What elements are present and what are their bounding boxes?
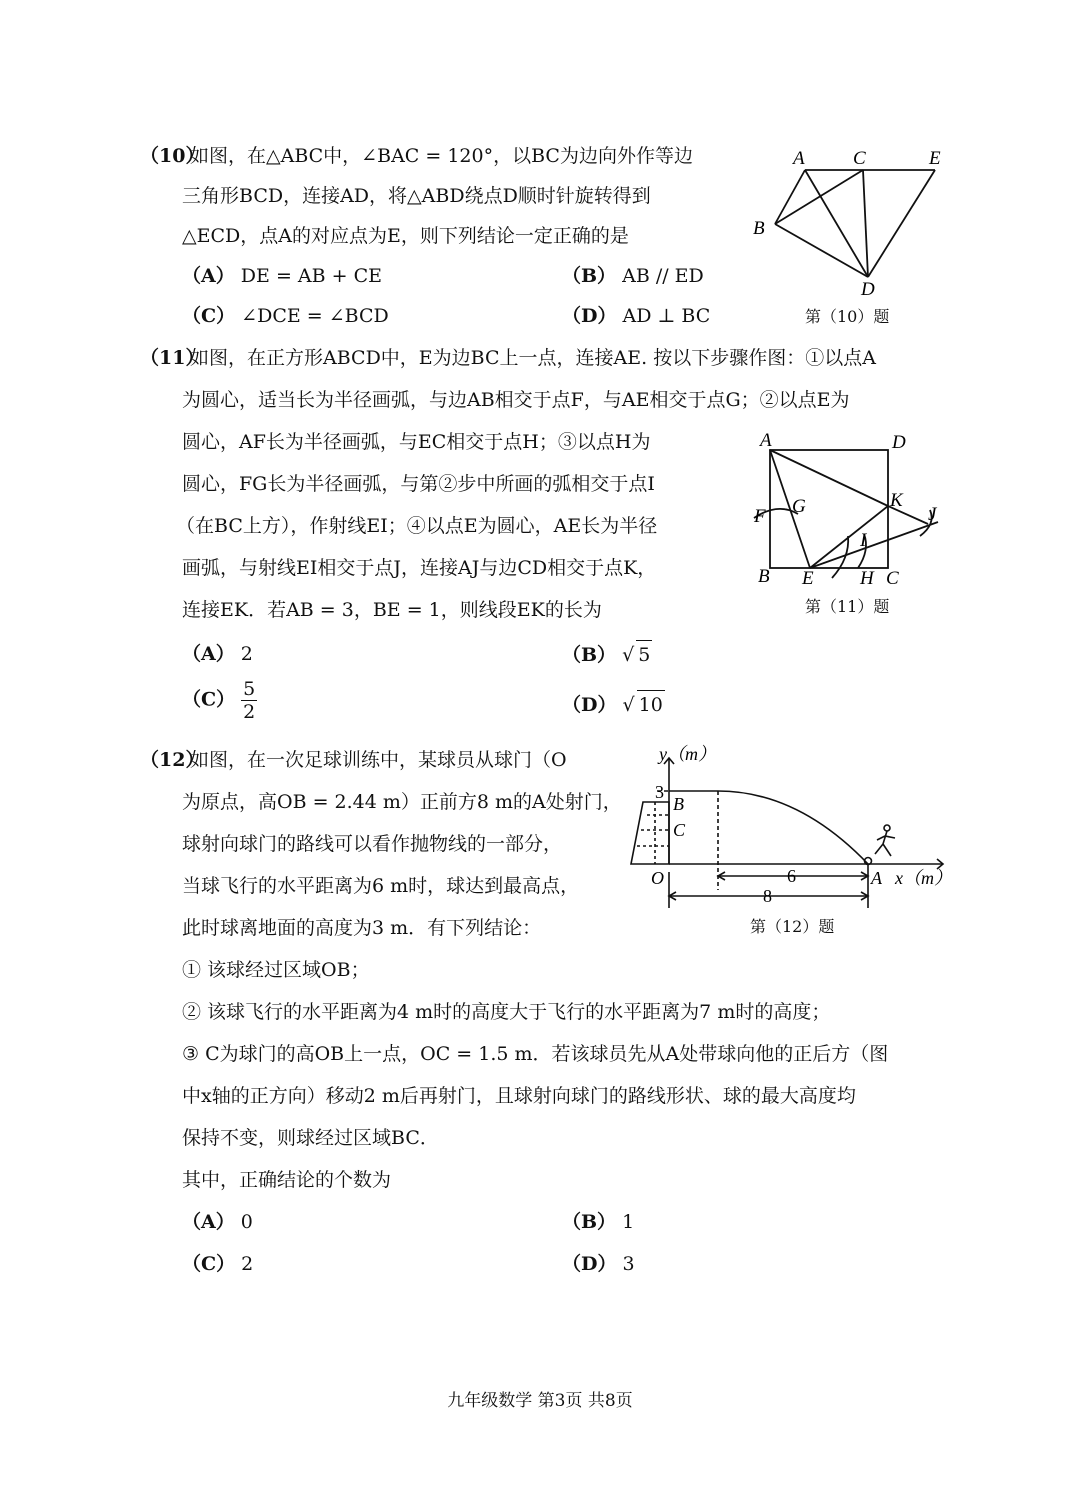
q11-line-6: 画弧，与射线EI相交于点J，连接AJ与边CD相交于点K， (182, 557, 657, 579)
q12-caption: 第（12）题 (750, 917, 835, 936)
q11-point-b: B (758, 566, 770, 587)
q10-option-c: （C） ∠DCE = ∠BCD (182, 305, 389, 327)
q12-line-5: 此时球离地面的高度为3 m．有下列结论： (182, 917, 542, 939)
q11-point-d: D (892, 432, 906, 453)
q12-line-2: 为原点，高OB = 2.44 m）正前方8 m的A处射门， (182, 791, 622, 813)
q11-option-d: （D） √ 10 (562, 690, 665, 719)
q12-dim-6: 6 (787, 866, 796, 886)
q11-point-k: K (890, 490, 903, 511)
q11-line-3: 圆心，AF长为半径画弧，与EC相交于点H；③以点H为 (182, 431, 651, 453)
q11-line-4: 圆心，FG长为半径画弧，与第②步中所画的弧相交于点I (182, 473, 655, 495)
q11-figure (748, 428, 958, 593)
q12-statement-5: 保持不变，则球经过区域BC． (182, 1127, 439, 1149)
q12-figure (625, 740, 955, 910)
q11-line-2: 为圆心，适当长为半径画弧，与边AB相交于点F，与AE相交于点G；②以点E为 (182, 389, 850, 411)
q11-option-b-radicand: 5 (636, 640, 652, 669)
q10-option-a: （A） DE = AB + CE (182, 265, 382, 287)
q11-point-j: J (928, 504, 937, 525)
q11-line-7: 连接EK．若AB = 3，BE = 1，则线段EK的长为 (182, 599, 602, 621)
q12-x-axis-label: x（m） (895, 868, 952, 888)
q12-point-c: C (673, 820, 686, 840)
q11-number: （11） (140, 347, 205, 369)
q11-caption: 第（11）题 (805, 597, 890, 616)
q11-option-c-fraction: $\frac{5}{2}$ (243, 678, 256, 723)
q11-point-h: H (860, 568, 874, 589)
q12-option-a: （A） 0 (182, 1211, 253, 1233)
q11-point-i: I (860, 530, 867, 551)
q12-dim-8: 8 (763, 886, 772, 906)
q12-statement-2: ② 该球飞行的水平距离为4 m时的高度大于飞行的水平距离为7 m时的高度； (182, 1001, 831, 1023)
q10-point-b: B (753, 218, 765, 239)
q11-point-a: A (760, 430, 772, 451)
q12-line-1: 如图，在一次足球训练中，某球员从球门（O (190, 749, 567, 771)
q11-point-g: G (792, 496, 806, 517)
q11-point-f: F (754, 506, 766, 527)
q12-option-b: （B） 1 (562, 1211, 635, 1233)
q11-line-5: （在BC上方），作射线EI；④以点E为圆心，AE长为半径 (176, 515, 658, 537)
q11-option-d-radicand: 10 (637, 690, 665, 719)
q12-line-4: 当球飞行的水平距离为6 m时，球达到最高点， (182, 875, 580, 897)
q10-caption: 第（10）题 (805, 307, 890, 326)
q10-option-d: （D） AD ⊥ BC (562, 305, 711, 327)
q10-figure (745, 140, 960, 300)
q12-option-d: （D） 3 (562, 1253, 635, 1275)
q12-option-c: （C） 2 (182, 1253, 254, 1275)
q12-point-a: A (871, 868, 882, 888)
q10-point-c: C (853, 148, 866, 169)
q10-option-b: （B） AB // ED (562, 265, 704, 287)
q10-number: （10） (140, 145, 205, 167)
q10-line-2: 三角形BCD，连接AD，将△ABD绕点D顺时针旋转得到 (182, 185, 651, 207)
q10-point-d: D (861, 279, 875, 300)
q12-line-3: 球射向球门的路线可以看作抛物线的一部分， (182, 833, 563, 855)
q11-option-b: （B） √ 5 (562, 640, 652, 669)
q10-point-e: E (929, 148, 941, 169)
page-footer: 九年级数学 第3页 共8页 (447, 1391, 633, 1411)
q11-option-a: （A） 2 (182, 643, 253, 665)
q12-number: （12） (140, 749, 205, 771)
q10-point-a: A (793, 148, 805, 169)
q12-y-tick-3: 3 (655, 782, 664, 802)
q12-question: 其中，正确结论的个数为 (182, 1169, 392, 1191)
q12-statement-4: 中x轴的正方向）移动2 m后再射门，且球射向球门的路线形状、球的最大高度均 (182, 1085, 856, 1107)
q11-point-e: E (802, 568, 814, 589)
q11-option-c: （C） $\frac{5}{2}$ (182, 678, 256, 723)
q10-line-1: 如图，在△ABC中，∠BAC = 120°，以BC为边向外作等边 (190, 145, 693, 167)
q10-line-3: △ECD，点A的对应点为E，则下列结论一定正确的是 (182, 225, 629, 247)
q12-y-axis-label: y（m） (659, 744, 716, 764)
q11-point-c: C (886, 568, 899, 589)
q11-line-1: 如图，在正方形ABCD中，E为边BC上一点，连接AE. 按以下步骤作图：①以点A (190, 347, 876, 369)
q12-point-b: B (673, 794, 684, 814)
q12-origin-label: O (651, 868, 664, 888)
q12-statement-1: ① 该球经过区域OB； (182, 959, 370, 981)
q12-statement-3: ③ C为球门的高OB上一点，OC = 1.5 m．若该球员先从A处带球向他的正后方（图 (182, 1043, 889, 1065)
